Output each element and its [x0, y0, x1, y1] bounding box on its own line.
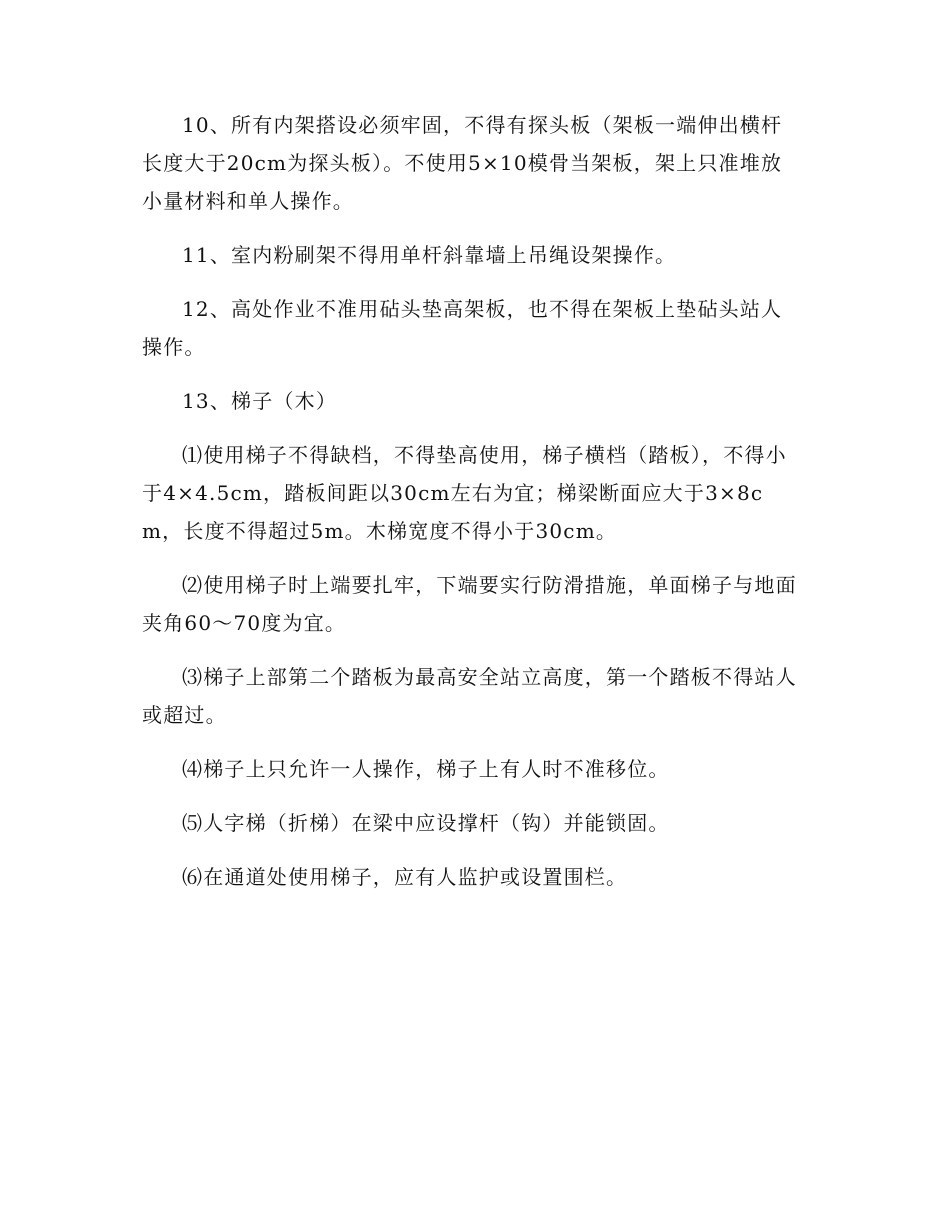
document-body — [142, 106, 802, 912]
ladder-rule-6: ⑹在通道处使用梯子，应有人监护或设置围栏。 — [182, 865, 628, 889]
paragraph-11-plastering-scaffold: 11、室内粉刷架不得用单杆斜靠墙上吊绳设架操作。 — [182, 243, 677, 267]
ladder-rule-1: ⑴使用梯子不得缺档，不得垫高使用，梯子横档（踏板），不得小于4×4.5cm，踏板间距以30cm左右为宜；梯梁断面应大于3×8cm，长度不得超过5m。木梯宽度不得小于30cm。 — [142, 443, 787, 543]
ladder-rule-4: ⑷梯子上只允许一人操作，梯子上有人时不准移位。 — [182, 757, 670, 781]
paragraph-13-ladder-heading: 13、梯子（木） — [182, 389, 338, 413]
paragraph-12-height-work: 12、高处作业不准用砧头垫高架板，也不得在架板上垫砧头站人操作。 — [142, 297, 783, 359]
ladder-rule-3: ⑶梯子上部第二个踏板为最高安全站立高度，第一个踏板不得站人或超过。 — [142, 665, 797, 727]
ladder-rule-5: ⑸人字梯（折梯）在梁中应设撑杆（钩）并能锁固。 — [182, 811, 670, 835]
paragraph-10-scaffold-rules: 10、所有内架搭设必须牢固，不得有探头板（架板一端伸出横杆长度大于20cm为探头板）。不使用5×10模骨当架板，架上只准堆放小量材料和单人操作。 — [142, 113, 783, 213]
ladder-rule-2: ⑵使用梯子时上端要扎牢，下端要实行防滑措施，单面梯子与地面夹角60～70度为宜。 — [142, 573, 797, 635]
